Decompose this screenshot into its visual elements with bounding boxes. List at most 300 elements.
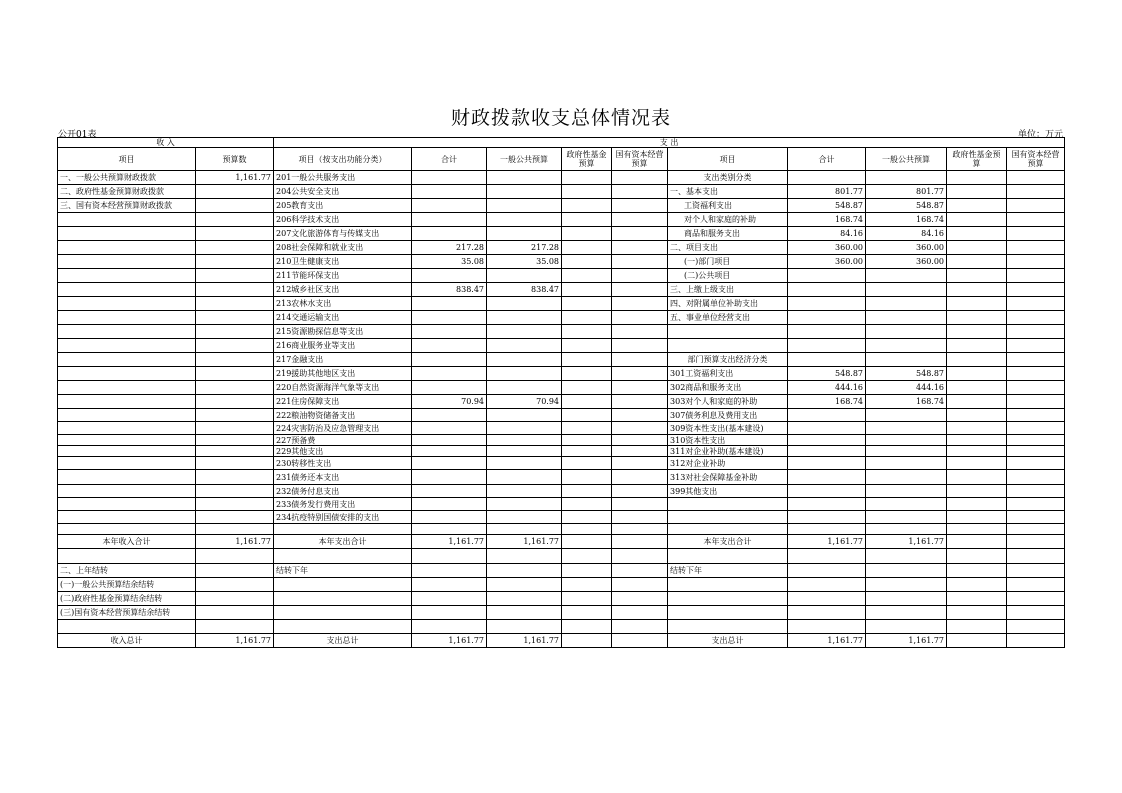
table-cell [1007, 367, 1065, 381]
table-cell [487, 185, 562, 199]
table-cell: 84.16 [866, 227, 947, 241]
table-cell: 168.74 [866, 213, 947, 227]
table-cell [58, 227, 196, 241]
table-cell [487, 269, 562, 283]
table-cell: 227预备费 [274, 435, 412, 446]
table-cell [196, 578, 274, 592]
table-cell [196, 435, 274, 446]
table-cell [612, 485, 668, 498]
table-cell [196, 199, 274, 213]
table-cell [196, 283, 274, 297]
table-cell [866, 511, 947, 524]
table-cell [562, 498, 612, 511]
table-cell: 二、项目支出 [668, 241, 788, 255]
table-cell [58, 435, 196, 446]
table-cell [788, 511, 866, 524]
table-cell: 结转下年 [668, 564, 788, 578]
table-cell [562, 535, 612, 549]
table-cell: 168.74 [788, 395, 866, 409]
table-cell [58, 549, 196, 564]
table-cell: 1,161.77 [788, 634, 866, 648]
table-cell: 224灾害防治及应急管理支出 [274, 422, 412, 435]
table-cell [788, 485, 866, 498]
col-fund: 政府性基金预算 [562, 148, 612, 171]
table-cell: 208社会保障和就业支出 [274, 241, 412, 255]
table-cell [947, 549, 1007, 564]
table-cell [1007, 457, 1065, 470]
table-cell [196, 606, 274, 620]
table-cell [668, 606, 788, 620]
table-row [58, 255, 1065, 269]
table-row [58, 524, 1065, 535]
table-cell [58, 409, 196, 422]
table-cell [487, 409, 562, 422]
table-cell: 229其他支出 [274, 446, 412, 457]
table-cell [412, 606, 487, 620]
table-cell [487, 213, 562, 227]
table-cell [947, 297, 1007, 311]
table-cell [562, 470, 612, 485]
table-cell [612, 578, 668, 592]
table-cell [1007, 297, 1065, 311]
table-cell: 168.74 [866, 395, 947, 409]
table-cell [487, 325, 562, 339]
table-cell [196, 395, 274, 409]
table-row [58, 213, 1065, 227]
table-cell [947, 578, 1007, 592]
table-cell: 三、国有资本经营预算财政拨款 [58, 199, 196, 213]
table-cell [947, 381, 1007, 395]
table-row [58, 227, 1065, 241]
table-cell [562, 634, 612, 648]
table-cell [788, 353, 866, 367]
table-cell: 207文化旅游体育与传媒支出 [274, 227, 412, 241]
table-cell [58, 620, 196, 634]
table-cell [58, 269, 196, 283]
table-cell [196, 511, 274, 524]
table-cell: 1,161.77 [196, 171, 274, 185]
table-cell [487, 446, 562, 457]
table-cell [58, 353, 196, 367]
table-cell: 312对企业补助 [668, 457, 788, 470]
table-cell [412, 409, 487, 422]
table-cell [487, 498, 562, 511]
table-row [58, 409, 1065, 422]
page-title: 财政拨款收支总体情况表 [450, 107, 671, 129]
table-cell [412, 213, 487, 227]
table-cell [196, 185, 274, 199]
table-cell [196, 255, 274, 269]
table-cell [562, 620, 612, 634]
table-cell [412, 620, 487, 634]
table-cell: 五、事业单位经营支出 [668, 311, 788, 325]
table-cell [412, 422, 487, 435]
col-general: 一般公共预算 [487, 148, 562, 171]
table-cell [612, 199, 668, 213]
table-cell: 211节能环保支出 [274, 269, 412, 283]
table-cell [412, 325, 487, 339]
table-cell [196, 498, 274, 511]
table-cell [947, 446, 1007, 457]
table-cell [58, 283, 196, 297]
table-cell [788, 171, 866, 185]
table-cell [612, 325, 668, 339]
table-cell [866, 297, 947, 311]
income-group-header: 收 入 [58, 138, 274, 148]
table-cell [412, 381, 487, 395]
table-cell [612, 269, 668, 283]
col-state2: 国有资本经营预算 [1007, 148, 1065, 171]
table-cell [487, 457, 562, 470]
table-cell [562, 199, 612, 213]
table-row [58, 498, 1065, 511]
table-row [58, 241, 1065, 255]
table-cell: 217金融支出 [274, 353, 412, 367]
table-cell [612, 564, 668, 578]
col-state: 国有资本经营预算 [612, 148, 668, 171]
table-cell [562, 185, 612, 199]
table-cell [612, 470, 668, 485]
table-cell [487, 171, 562, 185]
table-cell [788, 283, 866, 297]
table-cell [947, 353, 1007, 367]
table-cell [947, 339, 1007, 353]
table-cell [487, 578, 562, 592]
column-header-row [58, 148, 1065, 171]
table-cell: (一)部门项目 [668, 255, 788, 269]
table-cell [788, 578, 866, 592]
table-cell: 309资本性支出(基本建设) [668, 422, 788, 435]
table-cell [1007, 485, 1065, 498]
table-cell [612, 227, 668, 241]
table-cell [1007, 446, 1065, 457]
table-row [58, 339, 1065, 353]
table-cell: 548.87 [866, 367, 947, 381]
table-cell [562, 446, 612, 457]
table-cell [866, 498, 947, 511]
table-cell: 222粮油物资储备支出 [274, 409, 412, 422]
table-cell [866, 470, 947, 485]
table-cell: 230转移性支出 [274, 457, 412, 470]
table-cell [487, 524, 562, 535]
table-cell [788, 549, 866, 564]
table-cell [612, 592, 668, 606]
table-cell: 204公共安全支出 [274, 185, 412, 199]
table-cell [612, 213, 668, 227]
table-cell [58, 255, 196, 269]
table-cell: 838.47 [487, 283, 562, 297]
table-cell [1007, 339, 1065, 353]
table-row [58, 620, 1065, 634]
table-cell [562, 524, 612, 535]
table-cell: 307债务利息及费用支出 [668, 409, 788, 422]
table-cell [947, 535, 1007, 549]
table-cell [562, 241, 612, 255]
table-cell [487, 367, 562, 381]
table-cell [947, 634, 1007, 648]
table-cell: 216商业服务业等支出 [274, 339, 412, 353]
table-cell [1007, 564, 1065, 578]
table-cell [1007, 422, 1065, 435]
table-cell [947, 283, 1007, 297]
table-cell [1007, 171, 1065, 185]
table-cell [412, 227, 487, 241]
table-cell [562, 564, 612, 578]
table-cell: 支出总计 [668, 634, 788, 648]
table-cell [274, 524, 412, 535]
table-cell [947, 311, 1007, 325]
table-row [58, 446, 1065, 457]
table-row [58, 325, 1065, 339]
table-cell: 313对社会保障基金补助 [668, 470, 788, 485]
table-cell [612, 283, 668, 297]
table-cell [487, 470, 562, 485]
table-cell [196, 485, 274, 498]
table-cell: 1,161.77 [196, 634, 274, 648]
table-cell: 214交通运输支出 [274, 311, 412, 325]
table-cell [788, 311, 866, 325]
table-cell [562, 367, 612, 381]
table-cell [612, 634, 668, 648]
table-cell: 838.47 [412, 283, 487, 297]
table-cell [412, 199, 487, 213]
table-cell [1007, 255, 1065, 269]
table-cell [196, 227, 274, 241]
table-cell: 232债务付息支出 [274, 485, 412, 498]
table-cell: 二、政府性基金预算财政拨款 [58, 185, 196, 199]
table-cell [668, 339, 788, 353]
table-cell: 217.28 [412, 241, 487, 255]
table-cell [412, 435, 487, 446]
table-cell [196, 339, 274, 353]
table-cell: 360.00 [866, 241, 947, 255]
table-row [58, 353, 1065, 367]
table-cell: 84.16 [788, 227, 866, 241]
table-cell [1007, 592, 1065, 606]
table-cell: 210卫生健康支出 [274, 255, 412, 269]
table-cell [612, 620, 668, 634]
table-cell [562, 381, 612, 395]
table-cell [947, 470, 1007, 485]
table-cell [668, 592, 788, 606]
table-cell: 本年支出合计 [274, 535, 412, 549]
table-cell [196, 213, 274, 227]
table-cell: 444.16 [866, 381, 947, 395]
table-cell [668, 511, 788, 524]
table-cell: 70.94 [412, 395, 487, 409]
table-cell [947, 564, 1007, 578]
table-cell [196, 297, 274, 311]
table-cell [1007, 185, 1065, 199]
table-row [58, 297, 1065, 311]
table-cell [612, 241, 668, 255]
form-code: 公开01表 [58, 130, 97, 140]
table-cell: 801.77 [866, 185, 947, 199]
table-cell [412, 269, 487, 283]
table-cell [412, 185, 487, 199]
table-cell [788, 564, 866, 578]
table-cell [58, 339, 196, 353]
table-cell [947, 171, 1007, 185]
table-cell [612, 409, 668, 422]
table-cell: 360.00 [866, 255, 947, 269]
table-cell: (二)政府性基金预算结余结转 [58, 592, 196, 606]
table-cell [412, 457, 487, 470]
table-row [58, 199, 1065, 213]
table-cell [788, 446, 866, 457]
table-cell [866, 269, 947, 283]
table-cell [612, 255, 668, 269]
table-cell [58, 325, 196, 339]
table-cell [612, 511, 668, 524]
table-cell [947, 409, 1007, 422]
table-cell [412, 485, 487, 498]
table-cell [196, 409, 274, 422]
col-total2: 合计 [788, 148, 866, 171]
table-cell: 收入总计 [58, 634, 196, 648]
table-cell [412, 297, 487, 311]
table-cell [788, 498, 866, 511]
table-cell [1007, 269, 1065, 283]
table-cell [1007, 395, 1065, 409]
col-income-budget: 预算数 [196, 148, 274, 171]
table-cell [612, 498, 668, 511]
table-cell [412, 498, 487, 511]
table-cell [562, 339, 612, 353]
table-cell [668, 524, 788, 535]
table-cell [487, 381, 562, 395]
table-cell: 213农林水支出 [274, 297, 412, 311]
table-cell [1007, 634, 1065, 648]
table-row [58, 185, 1065, 199]
table-cell [788, 435, 866, 446]
table-cell [947, 227, 1007, 241]
table-cell [274, 549, 412, 564]
table-cell [562, 485, 612, 498]
table-cell [788, 422, 866, 435]
table-cell [562, 227, 612, 241]
table-cell [668, 578, 788, 592]
table-cell [668, 325, 788, 339]
table-cell [562, 435, 612, 446]
table-cell [1007, 409, 1065, 422]
table-cell: 本年支出合计 [668, 535, 788, 549]
table-row [58, 535, 1065, 549]
table-cell [947, 606, 1007, 620]
table-cell [947, 485, 1007, 498]
table-row [58, 311, 1065, 325]
table-cell [562, 283, 612, 297]
table-cell [58, 422, 196, 435]
table-cell [412, 564, 487, 578]
table-cell [668, 498, 788, 511]
table-cell: 1,161.77 [866, 634, 947, 648]
table-cell [562, 255, 612, 269]
table-cell [1007, 549, 1065, 564]
table-cell [196, 524, 274, 535]
table-cell [412, 446, 487, 457]
table-cell [1007, 213, 1065, 227]
table-cell [866, 435, 947, 446]
table-cell: 548.87 [788, 367, 866, 381]
table-cell [788, 269, 866, 283]
table-cell [487, 353, 562, 367]
table-cell [562, 395, 612, 409]
table-cell [1007, 227, 1065, 241]
table-cell [487, 422, 562, 435]
table-cell [562, 578, 612, 592]
table-cell [947, 592, 1007, 606]
table-cell: 1,161.77 [788, 535, 866, 549]
table-cell [487, 339, 562, 353]
table-cell: 1,161.77 [196, 535, 274, 549]
table-cell [668, 549, 788, 564]
table-cell [196, 620, 274, 634]
table-row [58, 422, 1065, 435]
table-row [58, 485, 1065, 498]
table-cell [58, 498, 196, 511]
table-cell [612, 381, 668, 395]
table-cell [866, 457, 947, 470]
table-cell: 1,161.77 [412, 634, 487, 648]
table-cell [562, 213, 612, 227]
table-cell [196, 325, 274, 339]
table-cell [562, 549, 612, 564]
budget-table [57, 137, 1065, 648]
table-cell [487, 227, 562, 241]
table-cell [412, 171, 487, 185]
unit-label: 单位：万元 [1017, 130, 1063, 140]
table-cell [58, 446, 196, 457]
table-cell [788, 325, 866, 339]
table-cell: 二、上年结转 [58, 564, 196, 578]
table-cell [562, 422, 612, 435]
table-cell [668, 620, 788, 634]
table-cell: 219援助其他地区支出 [274, 367, 412, 381]
table-cell: 360.00 [788, 255, 866, 269]
col-income-item: 项目 [58, 148, 196, 171]
table-cell [412, 367, 487, 381]
table-cell [788, 409, 866, 422]
table-cell [866, 620, 947, 634]
table-cell [947, 255, 1007, 269]
table-cell: 801.77 [788, 185, 866, 199]
table-cell [196, 549, 274, 564]
table-cell [612, 395, 668, 409]
table-cell [412, 311, 487, 325]
table-cell: 212城乡社区支出 [274, 283, 412, 297]
table-cell [196, 381, 274, 395]
table-cell: 部门预算支出经济分类 [668, 353, 788, 367]
table-cell [947, 511, 1007, 524]
table-cell [1007, 535, 1065, 549]
table-cell [1007, 578, 1065, 592]
table-cell [562, 353, 612, 367]
table-cell [58, 395, 196, 409]
table-cell [412, 578, 487, 592]
table-cell [58, 367, 196, 381]
col-func-item: 项目（按支出功能分类） [274, 148, 412, 171]
table-cell: 支出类别分类 [668, 171, 788, 185]
table-cell [562, 171, 612, 185]
table-cell: 215资源勘探信息等支出 [274, 325, 412, 339]
table-cell: 本年收入合计 [58, 535, 196, 549]
table-cell [788, 339, 866, 353]
table-cell: 233债务发行费用支出 [274, 498, 412, 511]
table-cell [487, 199, 562, 213]
table-cell [612, 549, 668, 564]
table-row [58, 634, 1065, 648]
